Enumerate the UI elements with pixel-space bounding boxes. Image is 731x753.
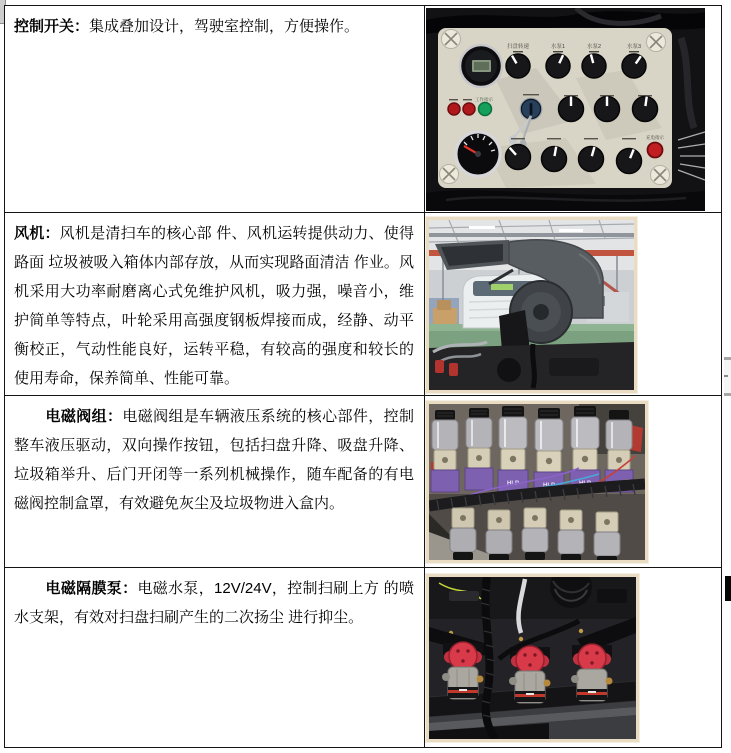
- analog-gauge: [456, 132, 500, 176]
- knob[interactable]: [546, 54, 570, 78]
- table-row: [5, 6, 721, 213]
- solenoid-valve-photo[interactable]: [426, 401, 648, 563]
- cell-photo: [425, 396, 721, 567]
- screw-icon: [440, 165, 459, 184]
- knob[interactable]: [579, 147, 604, 172]
- spec-table: [4, 5, 722, 748]
- knob[interactable]: [582, 54, 606, 78]
- crates: [433, 308, 457, 326]
- term-label: 电磁阀组：: [45, 408, 123, 425]
- screw-icon: [442, 30, 461, 49]
- engine-bay: [429, 342, 634, 390]
- knob[interactable]: [633, 96, 658, 121]
- cell-photo: [425, 213, 721, 395]
- red-indicator-light: [448, 103, 460, 115]
- svg-text:水泵2: 水泵2: [586, 44, 602, 50]
- control-panel-photo[interactable]: [426, 8, 705, 211]
- scrollbar-thumb-fragment[interactable]: [724, 357, 731, 396]
- diaphragm-pump-unit: [509, 646, 551, 703]
- svg-text:工作指示: 工作指示: [475, 97, 493, 102]
- cell-term-diaphragm-pump: [5, 568, 425, 747]
- cell-term-control-switch: [5, 6, 425, 212]
- diaphragm-pump-photo[interactable]: [426, 574, 639, 742]
- term-label: 电磁隔膜泵：: [45, 580, 138, 597]
- green-indicator-light: [479, 103, 492, 116]
- fan-blower-photo[interactable]: [426, 217, 637, 393]
- cell-photo: [425, 6, 721, 212]
- cell-term-valve-group: [5, 396, 425, 567]
- window-edge-fragment: [725, 576, 731, 601]
- knob[interactable]: [559, 97, 584, 122]
- knob[interactable]: [542, 146, 567, 171]
- table-row: [5, 396, 721, 568]
- term-description: 电磁水泵，12V/24V，控制扫刷上方 的喷水支架，有效对扫盘扫刷产生的二次扬尘 进行抑尘。: [14, 580, 414, 626]
- svg-text:水泵1: 水泵1: [550, 44, 566, 50]
- screw-icon: [651, 166, 670, 185]
- diaphragm-pump-unit: [442, 642, 484, 699]
- red-indicator-light: [463, 103, 475, 115]
- knob[interactable]: [595, 97, 620, 122]
- table-row: [5, 568, 721, 747]
- diaphragm-pump-unit: [571, 644, 613, 701]
- term-label: 风机：: [14, 225, 60, 242]
- term-description: 集成叠加设计，驾驶室控制，方便操作。: [89, 18, 360, 35]
- svg-text:HLP: HLP: [507, 481, 519, 487]
- term-label: 控制开关：: [14, 18, 90, 35]
- term-description: 风机是清扫车的核心部 件、风机运转提供动力、使得路面 垃圾被吸入箱体内部存放，从而实现路面清洁 作业。风机采用大功率耐磨离心式免维护风机，吸力强，噪音小，维护简单等特点，叶轮采用高强度钢板焊接而成，经静、动平衡校正，气动性能良好，运转平稳，有较高的强度和较长的使用寿命，保养简单、性能可靠。: [14, 225, 414, 387]
- cell-term-fan: [5, 213, 425, 395]
- knob[interactable]: [622, 54, 646, 78]
- screw-icon: [647, 33, 666, 52]
- knob[interactable]: [617, 149, 642, 174]
- knob[interactable]: [506, 145, 531, 170]
- charge-indicator-label: 充电指示: [646, 135, 664, 140]
- svg-text:扫盘转速: 扫盘转速: [506, 44, 530, 50]
- table-row: [5, 213, 721, 396]
- knob[interactable]: [506, 54, 530, 78]
- digital-gauge[interactable]: [460, 45, 502, 87]
- term-description: 电磁阀组是车辆液压系统的核心部件，控制整车液压驱动，双向操作按钮，包括扫盘升降、吸盘升降、垃圾箱举升、后门开闭等一系列机械操作，随车配备的有电磁阀控制盒罩，有效避免灰尘及垃圾物进入盒内。: [14, 408, 414, 512]
- red-indicator-light: [648, 143, 663, 158]
- control-panel-face: [438, 28, 672, 188]
- svg-text:水泵3: 水泵3: [626, 44, 642, 50]
- cell-photo: [425, 568, 721, 747]
- svg-text:HLP: HLP: [579, 481, 591, 487]
- svg-text:HLP: HLP: [543, 483, 555, 489]
